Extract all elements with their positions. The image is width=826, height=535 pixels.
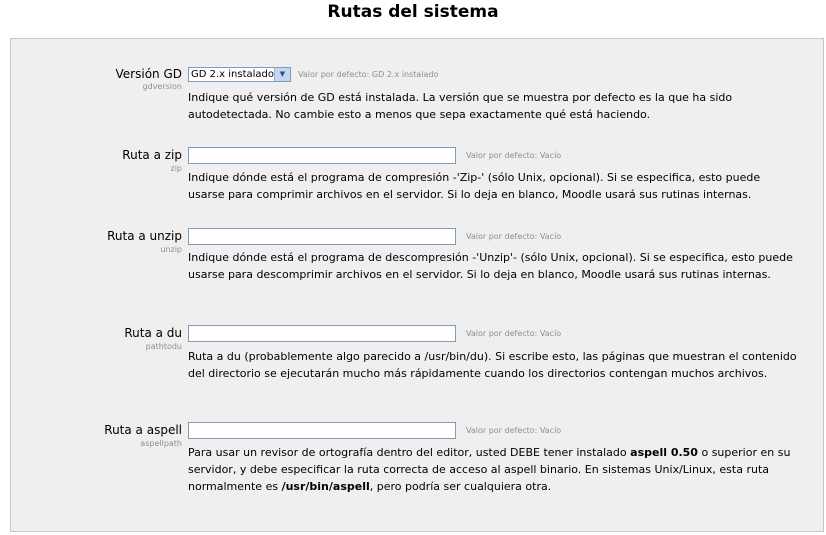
description-text: o superior en su servidor, y debe especificar la ruta correcta de acceso al aspell binario. En sistemas Unix/Linux, esta ruta normalmente es [188,446,791,493]
setting-key: zip [170,164,182,173]
setting-label: Ruta a zip [122,148,182,162]
unzip-path-field-wrap [188,228,456,245]
description-bold-aspell-path: /usr/bin/aspell [281,480,370,493]
setting-label: Ruta a du [124,326,182,340]
zip-path-field-wrap [188,147,456,164]
default-value-text: Valor por defecto: Vacío [466,151,562,160]
chevron-down-icon[interactable]: ▼ [274,68,290,81]
description-bold-aspell-version: aspell 0.50 [630,446,698,459]
setting-label: Versión GD [115,67,182,81]
gdversion-selected-value: GD 2.x instalado [191,69,275,80]
gdversion-select[interactable] [188,67,291,82]
description-text: , pero podría ser cualquiera otra. [369,480,552,493]
page-title: Rutas del sistema [327,2,499,22]
setting-label: Ruta a unzip [107,229,182,243]
description-text: Para usar un revisor de ortografía dentro del editor, usted DEBE tener instalado [188,446,631,459]
aspell-path-input[interactable] [188,422,456,439]
setting-key: pathtodu [145,342,182,351]
setting-description: Indique qué versión de GD está instalada. La versión que se muestra por defecto es la que ha sido autodetectada. No cambie esto a menos que sepa exactamente qué está haciendo. [188,91,733,121]
setting-description: Indique dónde está el programa de descompresión -'Unzip'- (sólo Unix, opcional). Si se especifica, esto puede usarse para descomprimir archivos en el servidor. Si lo deja en blanco, Moodle usará sus rutinas internas. [188,251,793,281]
setting-label: Ruta a aspell [104,423,182,437]
default-value-text: Valor por defecto: Vacío [466,329,562,338]
setting-description: Indique dónde está el programa de compresión -'Zip-' (sólo Unix, opcional). Si se especifica, esto puede usarse para comprimir archivos en el servidor. Si lo deja en blanco, Moodle usará sus rutinas internas. [188,171,761,201]
du-path-input[interactable] [188,325,456,342]
aspell-path-field-wrap [188,422,456,439]
default-value-text: Valor por defecto: Vacío [466,426,562,435]
default-value-text: Valor por defecto: Vacío [466,232,562,241]
setting-description [188,444,800,495]
zip-path-input[interactable] [188,147,456,164]
default-value-text: Valor por defecto: GD 2.x instalado [298,70,439,79]
settings-panel [10,38,824,532]
du-path-field-wrap [188,325,456,342]
setting-key: aspellpath [140,439,182,448]
unzip-path-input[interactable] [188,228,456,245]
setting-key: unzip [160,245,182,254]
setting-key: gdversion [142,82,182,91]
setting-description: Ruta a du (probablemente algo parecido a /usr/bin/du). Si escribe esto, las páginas que muestran el contenido del directorio se ejecutarán mucho más rápidamente cuando los directorios contengan muchos archivos. [188,350,797,380]
